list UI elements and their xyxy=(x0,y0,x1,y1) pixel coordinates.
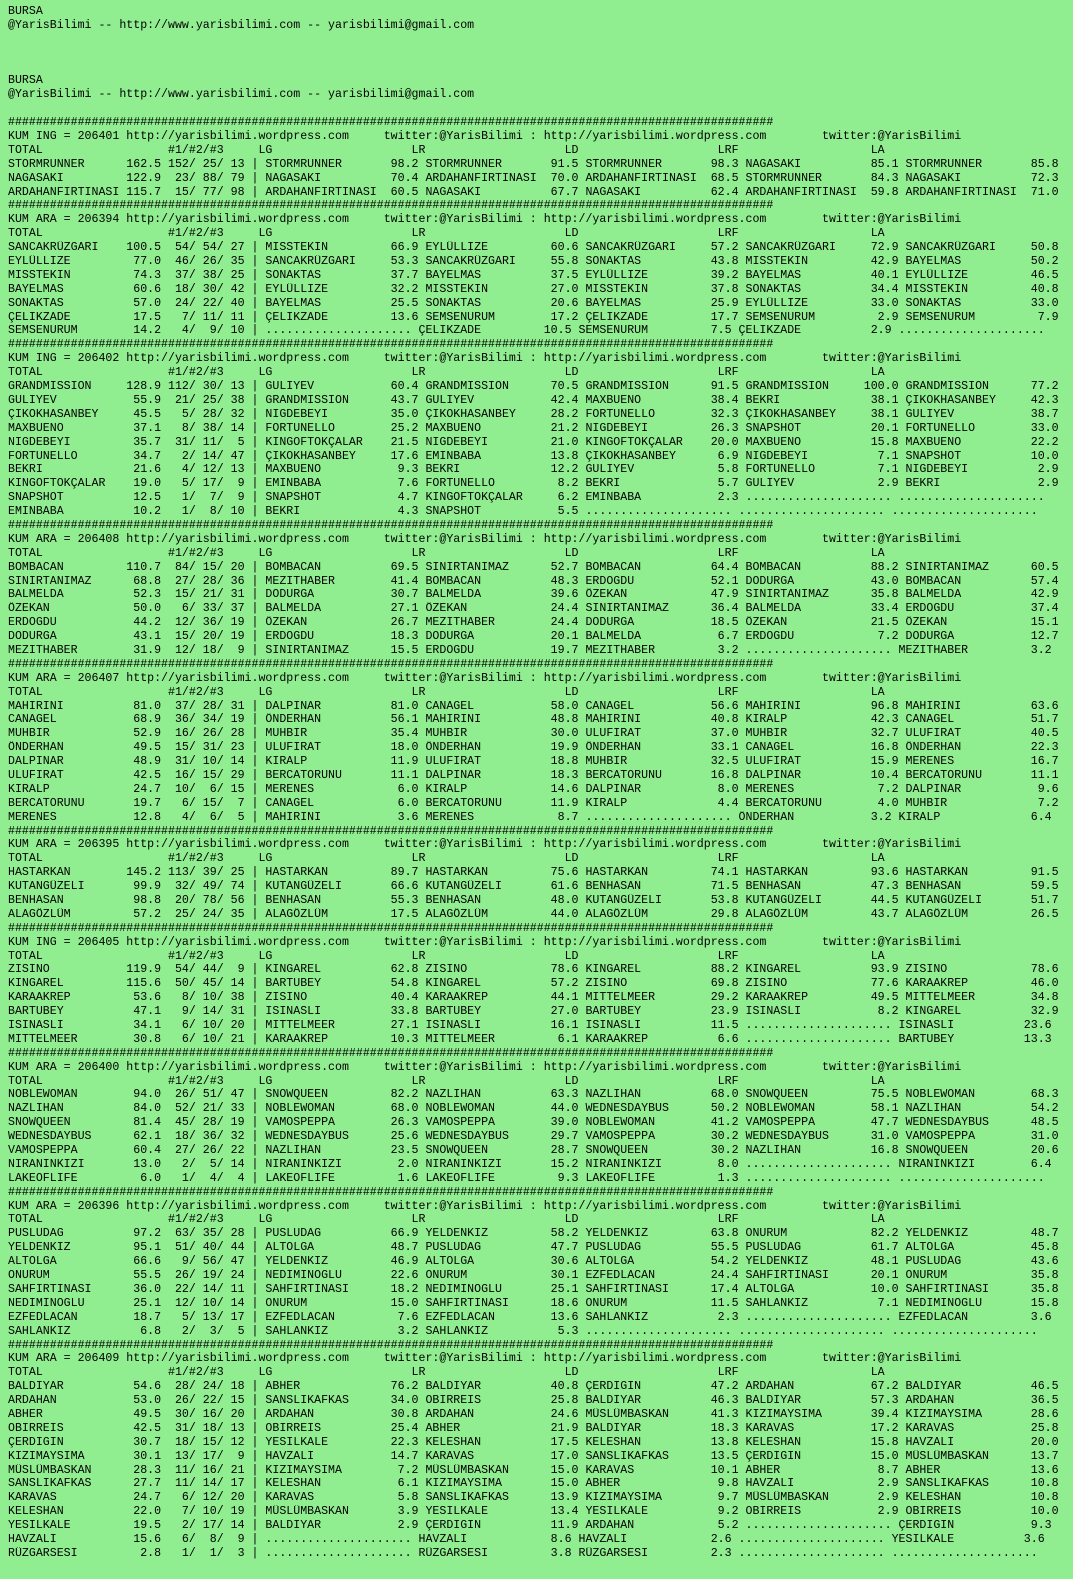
horse-row: SAHFIRTINASI 36.0 22/ 14/ 11 | SAHFIRTINASI 18.2 NEDIMINOGLU 25.1 SAHFIRTINASI 17.4 ALTOLGA 10.0 SAHFIRTINASI 35.8 xyxy=(8,1282,1059,1296)
horse-row: ALAGÖZLÜM 57.2 25/ 24/ 35 | ALAGÖZLÜM 17.5 ALAGÖZLÜM 44.0 ALAGÖZLÜM 29.8 ALAGÖZLÜM 43.7 ALAGÖZLÜM 26.5 xyxy=(8,907,1059,921)
horse-row: STORMRUNNER 162.5 152/ 25/ 13 | STORMRUNNER 98.2 STORMRUNNER 91.5 STORMRUNNER 98.3 NAGASAKI 85.1 STORMRUNNER 85.8 xyxy=(8,157,1059,171)
text-line: @YarisBilimi -- http://www.yarisbilimi.com -- yarisbilimi@gmail.com xyxy=(8,18,475,32)
race-header: KUM ARA = 206407 http://yarisbilimi.wordpress.com twitter:@YarisBilimi : http://yarisbilimi.wordpress.com twitter:@YarisBilimi xyxy=(8,671,962,685)
horse-row: MAXBUENO 37.1 8/ 38/ 14 | FORTUNELLO 25.2 MAXBUENO 21.2 NIGDEBEYI 26.3 SNAPSHOT 20.1 FORTUNELLO 33.0 xyxy=(8,421,1059,435)
horse-row: SEMSENURUM 14.2 4/ 9/ 10 | ..................... ÇELIKZADE 10.5 SEMSENURUM 7.5 ÇELIKZADE 2.9 ..................... xyxy=(8,324,1045,338)
horse-row: KIZIMAYSIMA 30.1 13/ 17/ 9 | HAVZALI 14.7 KARAVAS 17.0 SANSLIKAFKAS 13.5 ÇERDIGIN 15.0 MÜSLÜMBASKAN 13.7 xyxy=(8,1449,1059,1463)
horse-row: BENHASAN 98.8 20/ 78/ 56 | BENHASAN 55.3 BENHASAN 48.0 KUTANGÜZELI 53.8 KUTANGÜZELI 44.5 KUTANGÜZELI 51.7 xyxy=(8,894,1059,907)
horse-row: KELESHAN 22.0 7/ 10/ 19 | MÜSLÜMBASKAN 3.9 YESILKALE 13.4 YESILKALE 9.2 OBIRREIS 2.9 OBIRREIS 10.0 xyxy=(8,1505,1059,1519)
horse-row: KINGAREL 115.6 50/ 45/ 14 | BARTUBEY 54.8 KINGAREL 57.2 ZISINO 69.8 ZISINO 77.6 KARAAKREP 46.0 xyxy=(8,977,1059,991)
section-divider: ############################################################################################################## xyxy=(8,824,774,838)
horse-row: ARDAHANFIRTINASI 115.7 15/ 77/ 98 | ARDAHANFIRTINASI 60.5 NAGASAKI 67.7 NAGASAKI 62.4 ARDAHANFIRTINASI 59.8 ARDAHANFIRTINASI 71.0 xyxy=(8,185,1059,199)
text-line: BURSA xyxy=(8,5,43,18)
horse-row: ÖNDERHAN 49.5 15/ 31/ 23 | ULUFIRAT 18.0 ÖNDERHAN 19.9 ÖNDERHAN 33.1 CANAGEL 16.8 ÖNDERHAN 22.3 xyxy=(8,741,1059,755)
horse-row: YESILKALE 19.5 2/ 17/ 14 | BALDIYAR 2.9 ÇERDIGIN 11.9 ARDAHAN 5.2 ..................... ÇERDIGIN 9.3 xyxy=(8,1519,1052,1533)
horse-row: KIRALP 24.7 10/ 6/ 15 | MERENES 6.0 KIRALP 14.6 DALPINAR 8.0 MERENES 7.2 DALPINAR 9.6 xyxy=(8,782,1059,796)
horse-row: MÜSLÜMBASKAN 28.3 11/ 16/ 21 | KIZIMAYSIMA 7.2 MÜSLÜMBASKAN 15.0 KARAVAS 10.1 ABHER 8.7 ABHER 13.6 xyxy=(8,1463,1059,1477)
column-header: TOTAL #1/#2/#3 LG LR LD LRF LA xyxy=(8,949,885,963)
horse-row: KARAVAS 24.7 6/ 12/ 20 | KARAVAS 5.8 SANSLIKAFKAS 13.9 KIZIMAYSIMA 9.7 MÜSLÜMBASKAN 2.9 KELESHAN 10.8 xyxy=(8,1491,1059,1505)
section-divider: ############################################################################################################## xyxy=(8,657,774,671)
race-header: KUM ARA = 206400 http://yarisbilimi.wordpress.com twitter:@YarisBilimi : http://yarisbilimi.wordpress.com twitter:@YarisBilimi xyxy=(8,1060,962,1074)
horse-row: GULIYEV 55.9 21/ 25/ 38 | GRANDMISSION 43.7 GULIYEV 42.4 MAXBUENO 38.4 BEKRI 38.1 ÇIKOKHASANBEY 42.3 xyxy=(8,393,1059,407)
horse-row: WEDNESDAYBUS 62.1 18/ 36/ 32 | WEDNESDAYBUS 25.6 WEDNESDAYBUS 29.7 VAMOSPEPPA 30.2 WEDNESDAYBUS 31.0 VAMOSPEPPA 31.0 xyxy=(8,1130,1059,1144)
race-header: KUM ARA = 206394 http://yarisbilimi.wordpress.com twitter:@YarisBilimi : http://yarisbilimi.wordpress.com twitter:@YarisBilimi xyxy=(8,213,962,227)
horse-row: EZFEDLACAN 18.7 5/ 13/ 17 | EZFEDLACAN 7.6 EZFEDLACAN 13.6 SAHLANKIZ 2.3 ..................... EZFEDLACAN 3.6 xyxy=(8,1310,1052,1324)
horse-row: LAKEOFLIFE 6.0 1/ 4/ 4 | LAKEOFLIFE 1.6 LAKEOFLIFE 9.3 LAKEOFLIFE 1.3 ..................... ..................... xyxy=(8,1171,1045,1185)
horse-row: MUHBIR 52.9 16/ 26/ 28 | MUHBIR 35.4 MUHBIR 30.0 ULUFIRAT 37.0 MUHBIR 32.7 ULUFIRAT 40.5 xyxy=(8,727,1059,741)
column-header: TOTAL #1/#2/#3 LG LR LD LRF LA xyxy=(8,1366,885,1380)
section-divider: ############################################################################################################## xyxy=(8,338,774,352)
horse-row: BALMELDA 52.3 15/ 21/ 31 | DODURGA 30.7 BALMELDA 39.6 ÖZEKAN 47.9 SINIRTANIMAZ 35.8 BALMELDA 42.9 xyxy=(8,588,1059,602)
section-divider: ############################################################################################################## xyxy=(8,1185,774,1199)
section-divider: ############################################################################################################## xyxy=(8,116,774,130)
race-header: KUM ARA = 206395 http://yarisbilimi.wordpress.com twitter:@YarisBilimi : http://yarisbilimi.wordpress.com twitter:@YarisBilimi xyxy=(8,838,962,852)
horse-row: EMINBABA 10.2 1/ 8/ 10 | BEKRI 4.3 SNAPSHOT 5.5 ..................... ..................... ..................... xyxy=(8,505,1038,519)
horse-row: NOBLEWOMAN 94.0 26/ 51/ 47 | SNOWQUEEN 82.2 NAZLIHAN 63.3 NAZLIHAN 68.0 SNOWQUEEN 75.5 NOBLEWOMAN 68.3 xyxy=(8,1088,1059,1102)
horse-row: BAYELMAS 60.6 18/ 30/ 42 | EYLÜLLIZE 32.2 MISSTEKIN 27.0 MISSTEKIN 37.8 SONAKTAS 34.4 MISSTEKIN 40.8 xyxy=(8,282,1059,296)
horse-row: ÖZEKAN 50.0 6/ 33/ 37 | BALMELDA 27.1 ÖZEKAN 24.4 SINIRTANIMAZ 36.4 BALMELDA 33.4 ERDOGDU 37.4 xyxy=(8,602,1059,616)
horse-row: ZISINO 119.9 54/ 44/ 9 | KINGAREL 62.8 ZISINO 78.6 KINGAREL 88.2 KINGAREL 93.9 ZISINO 78.6 xyxy=(8,963,1059,977)
horse-row: ONURUM 55.5 26/ 19/ 24 | NEDIMINOGLU 22.6 ONURUM 30.1 EZFEDLACAN 24.4 SAHFIRTINASI 20.1 ONURUM 35.8 xyxy=(8,1269,1059,1283)
horse-row: OBIRREIS 42.5 31/ 18/ 13 | OBIRREIS 25.4 ABHER 21.9 BALDIYAR 18.3 KARAVAS 17.2 KARAVAS 25.8 xyxy=(8,1421,1059,1435)
column-header: TOTAL #1/#2/#3 LG LR LD LRF LA xyxy=(8,366,885,380)
horse-row: SANCAKRÜZGARI 100.5 54/ 54/ 27 | MISSTEKIN 66.9 EYLÜLLIZE 60.6 SANCAKRÜZGARI 57.2 SANCAKRÜZGARI 72.9 SANCAKRÜZGARI 50.8 xyxy=(8,241,1059,255)
horse-row: ÇERDIGIN 30.7 18/ 15/ 12 | YESILKALE 22.3 KELESHAN 17.5 KELESHAN 13.8 KELESHAN 15.8 HAVZALI 20.0 xyxy=(8,1435,1059,1449)
horse-row: MAHIRINI 81.0 37/ 28/ 31 | DALPINAR 81.0 CANAGEL 58.0 CANAGEL 56.6 MAHIRINI 96.8 MAHIRINI 63.6 xyxy=(8,699,1059,713)
horse-row: DALPINAR 48.9 31/ 10/ 14 | KIRALP 11.9 ULUFIRAT 18.8 MUHBIR 32.5 ULUFIRAT 15.9 MERENES 16.7 xyxy=(8,755,1059,769)
section-divider: ############################################################################################################## xyxy=(8,1046,774,1060)
horse-row: SAHLANKIZ 6.8 2/ 3/ 5 | SAHLANKIZ 3.2 SAHLANKIZ 5.3 ..................... ..................... ..................... xyxy=(8,1324,1038,1338)
horse-row: ARDAHAN 53.0 26/ 22/ 15 | SANSLIKAFKAS 34.0 OBIRREIS 25.8 BALDIYAR 46.3 BALDIYAR 57.3 ARDAHAN 36.5 xyxy=(8,1394,1059,1408)
column-header: TOTAL #1/#2/#3 LG LR LD LRF LA xyxy=(8,1074,885,1088)
race-header: KUM ING = 206405 http://yarisbilimi.wordpress.com twitter:@YarisBilimi : http://yarisbilimi.wordpress.com twitter:@YarisBilimi xyxy=(8,935,962,949)
race-header: KUM ING = 206402 http://yarisbilimi.wordpress.com twitter:@YarisBilimi : http://yarisbilimi.wordpress.com twitter:@YarisBilimi xyxy=(8,352,962,366)
column-header: TOTAL #1/#2/#3 LG LR LD LRF LA xyxy=(8,227,885,241)
horse-row: ISINASLI 34.1 6/ 10/ 20 | MITTELMEER 27.1 ISINASLI 16.1 ISINASLI 11.5 ..................... ISINASLI 23.6 xyxy=(8,1019,1052,1033)
blank-line xyxy=(8,61,1073,75)
horse-row: MISSTEKIN 74.3 37/ 38/ 25 | SONAKTAS 37.7 BAYELMAS 37.5 EYLÜLLIZE 39.2 BAYELMAS 40.1 EYLÜLLIZE 46.5 xyxy=(8,268,1059,282)
section-divider: ############################################################################################################## xyxy=(8,199,774,213)
horse-row: ULUFIRAT 42.5 16/ 15/ 29 | BERCATORUNU 11.1 DALPINAR 18.3 BERCATORUNU 16.8 DALPINAR 10.4 BERCATORUNU 11.1 xyxy=(8,768,1059,782)
horse-row: NAZLIHAN 84.0 52/ 21/ 33 | NOBLEWOMAN 68.0 NOBLEWOMAN 44.0 WEDNESDAYBUS 50.2 NOBLEWOMAN 58.1 NAZLIHAN 54.2 xyxy=(8,1102,1059,1116)
horse-row: BALDIYAR 54.6 28/ 24/ 18 | ABHER 76.2 BALDIYAR 40.8 ÇERDIGIN 47.2 ARDAHAN 67.2 BALDIYAR 46.5 xyxy=(8,1380,1059,1394)
horse-row: SNOWQUEEN 81.4 45/ 28/ 19 | VAMOSPEPPA 26.3 VAMOSPEPPA 39.0 NOBLEWOMAN 41.2 VAMOSPEPPA 47.7 WEDNESDAYBUS 48.5 xyxy=(8,1116,1059,1130)
horse-row: ABHER 49.5 30/ 16/ 20 | ARDAHAN 30.8 ARDAHAN 24.6 MÜSLÜMBASKAN 41.3 KIZIMAYSIMA 39.4 KIZIMAYSIMA 28.6 xyxy=(8,1407,1059,1421)
column-header: TOTAL #1/#2/#3 LG LR LD LRF LA xyxy=(8,852,885,866)
horse-row: YELDENKIZ 95.1 51/ 40/ 44 | ALTOLGA 48.7 PUSLUDAG 47.7 PUSLUDAG 55.5 PUSLUDAG 61.7 ALTOLGA 45.8 xyxy=(8,1241,1059,1255)
horse-row: BERCATORUNU 19.7 6/ 15/ 7 | CANAGEL 6.0 BERCATORUNU 11.9 KIRALP 4.4 BERCATORUNU 4.0 MUHBIR 7.2 xyxy=(8,796,1059,810)
text-line: BURSA xyxy=(8,74,43,88)
horse-row: RÜZGARSESI 2.8 1/ 1/ 3 | ..................... RÜZGARSESI 3.8 RÜZGARSESI 2.3 ..................... ..................... xyxy=(8,1546,1038,1560)
column-header: TOTAL #1/#2/#3 LG LR LD LRF LA xyxy=(8,143,885,157)
horse-row: HASTARKAN 145.2 113/ 39/ 25 | HASTARKAN 89.7 HASTARKAN 75.6 HASTARKAN 74.1 HASTARKAN 93.6 HASTARKAN 91.5 xyxy=(8,866,1059,880)
horse-row: KARAAKREP 53.6 8/ 10/ 38 | ZISINO 40.4 KARAAKREP 44.1 MITTELMEER 29.2 KARAAKREP 49.5 MITTELMEER 34.8 xyxy=(8,991,1059,1005)
horse-row: BEKRI 21.6 4/ 12/ 13 | MAXBUENO 9.3 BEKRI 12.2 GULIYEV 5.8 FORTUNELLO 7.1 NIGDEBEYI 2.9 xyxy=(8,463,1059,477)
horse-row: KUTANGÜZELI 99.9 32/ 49/ 74 | KUTANGÜZELI 66.6 KUTANGÜZELI 61.6 BENHASAN 71.5 BENHASAN 47.3 BENHASAN 59.5 xyxy=(8,880,1059,894)
column-header: TOTAL #1/#2/#3 LG LR LD LRF LA xyxy=(8,1213,885,1227)
horse-row: MERENES 12.8 4/ 6/ 5 | MAHIRINI 3.6 MERENES 8.7 ..................... ÖNDERHAN 3.2 KIRALP 6.4 xyxy=(8,810,1052,824)
horse-row: ÇIKOKHASANBEY 45.5 5/ 28/ 32 | NIGDEBEYI 35.0 ÇIKOKHASANBEY 28.2 FORTUNELLO 32.3 ÇIKOKHASANBEY 38.1 GULIYEV 38.7 xyxy=(8,407,1059,421)
horse-row: VAMOSPEPPA 60.4 27/ 26/ 22 | NAZLIHAN 23.5 SNOWQUEEN 28.7 SNOWQUEEN 30.2 NAZLIHAN 16.8 SNOWQUEEN 20.6 xyxy=(8,1144,1059,1158)
horse-row: DODURGA 43.1 15/ 20/ 19 | ERDOGDU 18.3 DODURGA 20.1 BALMELDA 6.7 ERDOGDU 7.2 DODURGA 12.7 xyxy=(8,630,1059,644)
race-header: KUM ARA = 206409 http://yarisbilimi.wordpress.com twitter:@YarisBilimi : http://yarisbilimi.wordpress.com twitter:@YarisBilimi xyxy=(8,1352,962,1366)
race-header: KUM ARA = 206408 http://yarisbilimi.wordpress.com twitter:@YarisBilimi : http://yarisbilimi.wordpress.com twitter:@YarisBilimi xyxy=(8,532,962,546)
blank-line xyxy=(8,47,1073,61)
section-divider: ############################################################################################################## xyxy=(8,518,774,532)
horse-row: BARTUBEY 47.1 9/ 14/ 31 | ISINASLI 33.8 BARTUBEY 27.0 BARTUBEY 23.9 ISINASLI 8.2 KINGAREL 32.9 xyxy=(8,1005,1059,1019)
horse-row: CANAGEL 68.9 36/ 34/ 19 | ÖNDERHAN 56.1 MAHIRINI 48.8 MAHIRINI 40.8 KIRALP 42.3 CANAGEL 51.7 xyxy=(8,713,1059,727)
column-header: TOTAL #1/#2/#3 LG LR LD LRF LA xyxy=(8,685,885,699)
horse-row: SONAKTAS 57.0 24/ 22/ 40 | BAYELMAS 25.5 SONAKTAS 20.6 BAYELMAS 25.9 EYLÜLLIZE 33.0 SONAKTAS 33.0 xyxy=(8,296,1059,310)
horse-row: FORTUNELLO 34.7 2/ 14/ 47 | ÇIKOKHASANBEY 17.6 EMINBABA 13.8 ÇIKOKHASANBEY 6.9 NIGDEBEYI 7.1 SNAPSHOT 10.0 xyxy=(8,449,1059,463)
horse-row: NAGASAKI 122.9 23/ 88/ 79 | NAGASAKI 70.4 ARDAHANFIRTINASI 70.0 ARDAHANFIRTINASI 68.5 STORMRUNNER 84.3 NAGASAKI 72.3 xyxy=(8,171,1059,185)
horse-row: BOMBACAN 110.7 84/ 15/ 20 | BOMBACAN 69.5 SINIRTANIMAZ 52.7 BOMBACAN 64.4 BOMBACAN 88.2 SINIRTANIMAZ 60.5 xyxy=(8,560,1059,574)
horse-row: PUSLUDAG 97.2 63/ 35/ 28 | PUSLUDAG 66.9 YELDENKIZ 58.2 YELDENKIZ 63.8 ONURUM 82.2 YELDENKIZ 48.7 xyxy=(8,1227,1059,1241)
race-header: KUM ING = 206401 http://yarisbilimi.wordpress.com twitter:@YarisBilimi : http://yarisbilimi.wordpress.com twitter:@YarisBilimi xyxy=(8,130,962,144)
horse-row: NIRANINKIZI 13.0 2/ 5/ 14 | NIRANINKIZI 2.0 NIRANINKIZI 15.2 NIRANINKIZI 8.0 ..................... NIRANINKIZI 6.4 xyxy=(8,1157,1052,1171)
text-line: @YarisBilimi -- http://www.yarisbilimi.com -- yarisbilimi@gmail.com xyxy=(8,88,475,102)
horse-row: MEZITHABER 31.9 12/ 18/ 9 | SINIRTANIMAZ 15.5 ERDOGDU 19.7 MEZITHABER 3.2 ..................... MEZITHABER 3.2 xyxy=(8,643,1052,657)
horse-row: HAVZALI 15.6 6/ 8/ 9 | ..................... HAVZALI 8.6 HAVZALI 2.6 ..................... YESILKALE 3.6 xyxy=(8,1532,1045,1546)
horse-row: GRANDMISSION 128.9 112/ 30/ 13 | GULIYEV 60.4 GRANDMISSION 70.5 GRANDMISSION 91.5 GRANDMISSION 100.0 GRANDMISSION 77.2 xyxy=(8,380,1059,394)
section-divider: ############################################################################################################## xyxy=(8,1338,774,1352)
horse-row: SINIRTANIMAZ 68.8 27/ 28/ 36 | MEZITHABER 41.4 BOMBACAN 48.3 ERDOGDU 52.1 DODURGA 43.0 BOMBACAN 57.4 xyxy=(8,574,1059,588)
blank-line xyxy=(8,33,1073,47)
horse-row: ALTOLGA 66.6 9/ 56/ 47 | YELDENKIZ 46.9 ALTOLGA 30.6 ALTOLGA 54.2 YELDENKIZ 48.1 PUSLUDAG 43.6 xyxy=(8,1255,1059,1269)
horse-row: NIGDEBEYI 35.7 31/ 11/ 5 | KINGOFTOKÇALAR 21.5 NIGDEBEYI 21.0 KINGOFTOKÇALAR 20.0 MAXBUENO 15.8 MAXBUENO 22.2 xyxy=(8,435,1059,449)
horse-row: KINGOFTOKÇALAR 19.0 5/ 17/ 9 | EMINBABA 7.6 FORTUNELLO 8.2 BEKRI 5.7 GULIYEV 2.9 BEKRI 2.9 xyxy=(8,477,1059,491)
horse-row: MITTELMEER 30.8 6/ 10/ 21 | KARAAKREP 10.3 MITTELMEER 6.1 KARAAKREP 6.6 ..................... BARTUBEY 13.3 xyxy=(8,1032,1052,1046)
horse-row: EYLÜLLIZE 77.0 46/ 26/ 35 | SANCAKRÜZGARI 53.3 SANCAKRÜZGARI 55.8 SONAKTAS 43.8 MISSTEKIN 42.9 BAYELMAS 50.2 xyxy=(8,255,1059,269)
race-header: KUM ARA = 206396 http://yarisbilimi.wordpress.com twitter:@YarisBilimi : http://yarisbilimi.wordpress.com twitter:@YarisBilimi xyxy=(8,1199,962,1213)
section-divider: ############################################################################################################## xyxy=(8,921,774,935)
horse-row: ERDOGDU 44.2 12/ 36/ 19 | ÖZEKAN 26.7 MEZITHABER 24.4 DODURGA 18.5 ÖZEKAN 21.5 ÖZEKAN 15.1 xyxy=(8,616,1059,630)
horse-row: ÇELIKZADE 17.5 7/ 11/ 11 | ÇELIKZADE 13.6 SEMSENURUM 17.2 ÇELIKZADE 17.7 SEMSENURUM 2.9 SEMSENURUM 7.9 xyxy=(8,310,1059,324)
horse-row: SNAPSHOT 12.5 1/ 7/ 9 | SNAPSHOT 4.7 KINGOFTOKÇALAR 6.2 EMINBABA 2.3 ..................... ..................... xyxy=(8,491,1045,505)
horse-row: SANSLIKAFKAS 27.7 11/ 14/ 17 | KELESHAN 6.1 KIZIMAYSIMA 15.0 ABHER 9.8 HAVZALI 2.9 SANSLIKAFKAS 10.8 xyxy=(8,1477,1059,1491)
horse-row: NEDIMINOGLU 25.1 12/ 10/ 14 | ONURUM 15.0 SAHFIRTINASI 18.6 ONURUM 11.5 SAHLANKIZ 7.1 NEDIMINOGLU 15.8 xyxy=(8,1296,1059,1310)
blank-line xyxy=(8,102,1073,116)
column-header: TOTAL #1/#2/#3 LG LR LD LRF LA xyxy=(8,546,885,560)
